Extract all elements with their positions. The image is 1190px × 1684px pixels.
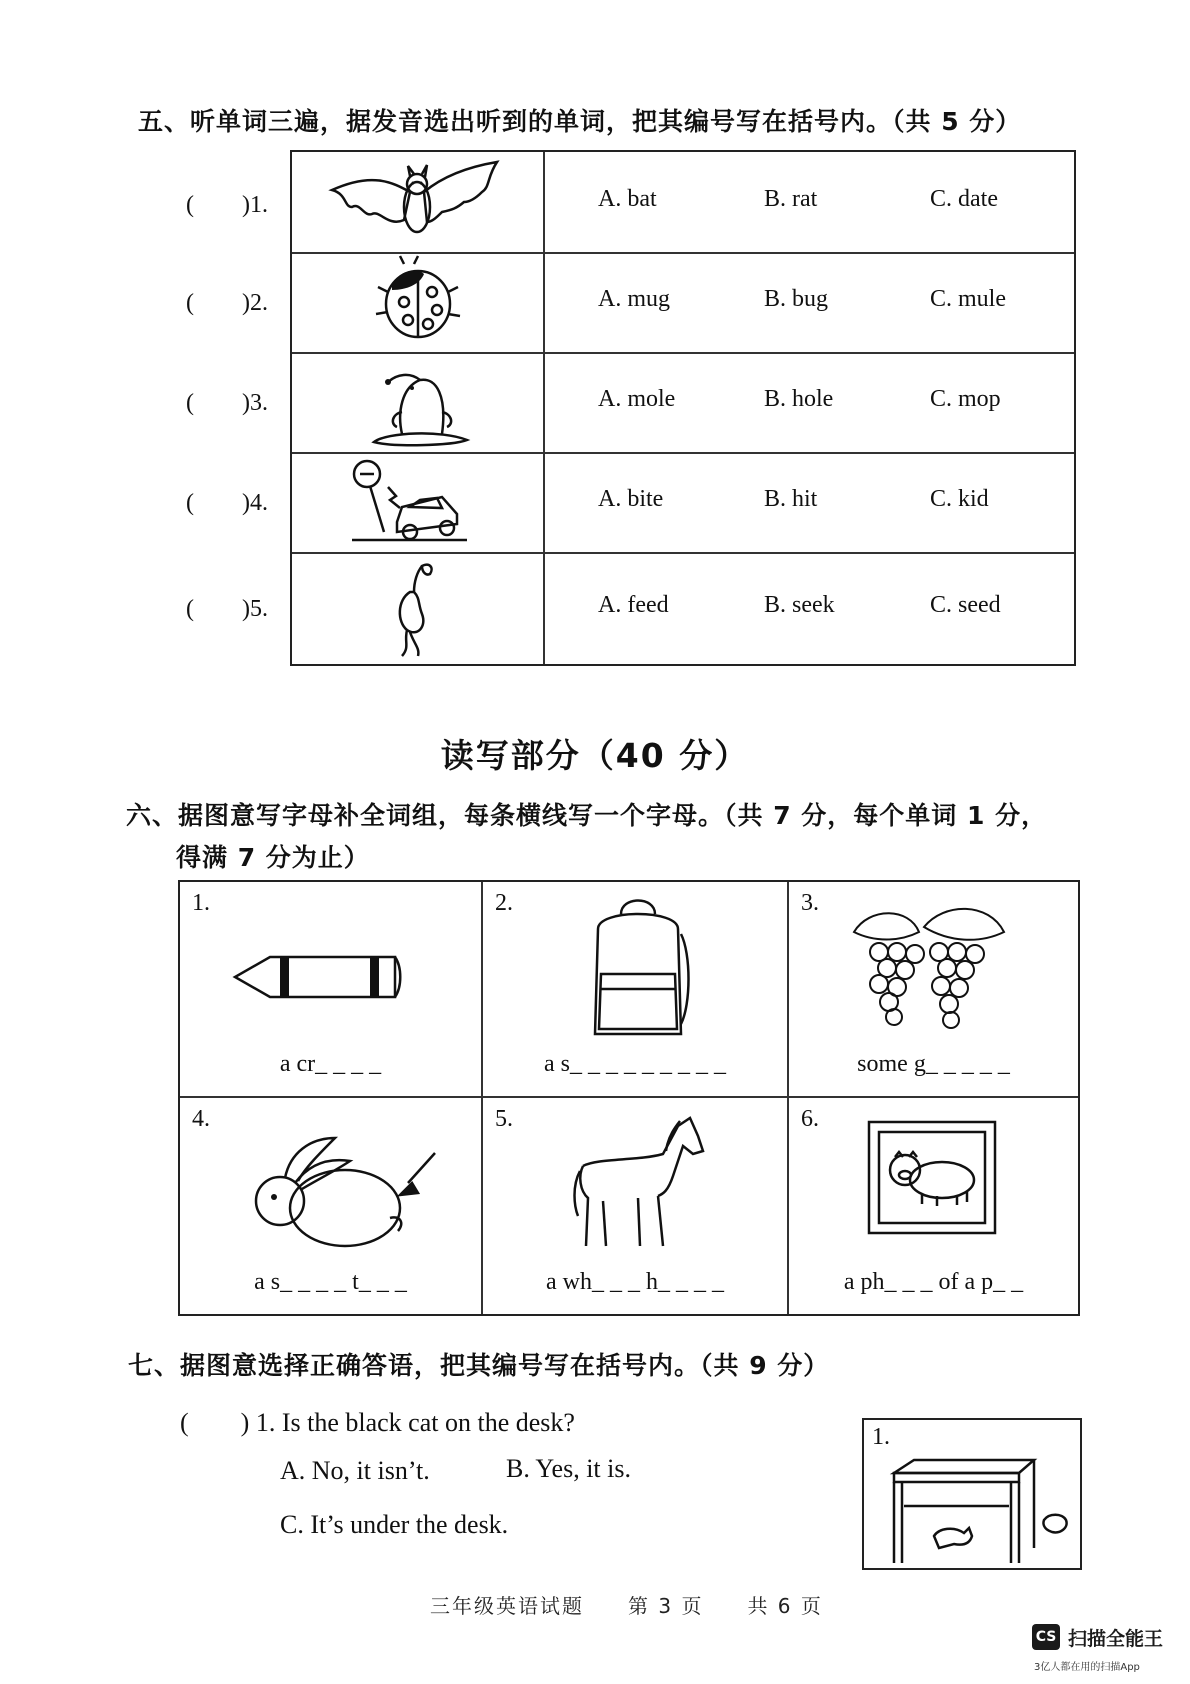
section5-row-2	[292, 252, 1074, 354]
cell-number: 4.	[192, 1106, 210, 1132]
picture-number: 1.	[872, 1424, 890, 1450]
section5-row-3	[292, 352, 1074, 454]
option-a: A. No, it isn’t.	[280, 1456, 430, 1485]
part-title: 读写部分（40 分）	[440, 736, 750, 775]
rabbit-icon	[240, 1123, 440, 1253]
question-number: ( )1.	[186, 192, 268, 218]
section5-title: 五、听单词三遍，据发音选出听到的单词，把其编号写在括号内。（共 5 分）	[138, 107, 1022, 136]
question-number: ( )3.	[186, 390, 268, 416]
grid-cell-3	[789, 882, 1078, 1098]
cell-caption: a s_ _ _ _ _ _ _ _ _	[544, 1051, 726, 1077]
option-b: B. seek	[764, 592, 835, 618]
question-number: ( )2.	[186, 290, 268, 316]
section5-row-5	[292, 552, 1074, 664]
option-a: A. bat	[598, 186, 657, 212]
grid-cell-5	[483, 1098, 789, 1314]
cell-number: 6.	[801, 1106, 819, 1132]
desk-icon	[884, 1458, 1079, 1568]
grid-cell-6	[789, 1098, 1078, 1314]
cell-number: 3.	[801, 890, 819, 916]
cell-number: 5.	[495, 1106, 513, 1132]
grapes-icon	[849, 902, 1019, 1042]
grid-cell-1	[180, 882, 483, 1098]
watermark-tagline: 3亿人都在用的扫描App	[1034, 1662, 1140, 1673]
section6-title-line2: 得满 7 分为止）	[176, 843, 370, 872]
watermark-brand: 扫描全能王	[1068, 1628, 1164, 1650]
option-c: C. mop	[930, 386, 1001, 412]
bat-icon	[292, 152, 545, 252]
option-b: B. Yes, it is.	[506, 1454, 631, 1483]
option-a: A. feed	[598, 592, 669, 618]
backpack-icon	[583, 894, 693, 1044]
grid-cell-2	[483, 882, 789, 1098]
section6-title-line1: 六、据图意写字母补全词组，每条横线写一个字母。（共 7 分，每个单词 1 分，	[126, 801, 1048, 830]
option-a: A. bite	[598, 486, 664, 512]
question-number: ( )5.	[186, 596, 268, 622]
cell-caption: a cr_ _ _ _	[279, 1051, 382, 1077]
option-b: B. rat	[764, 186, 818, 212]
camscanner-logo-icon: CS	[1032, 1624, 1060, 1650]
mole-icon	[292, 352, 545, 452]
section7-title: 七、据图意选择正确答语，把其编号写在括号内。（共 9 分）	[128, 1351, 830, 1380]
cell-caption: a ph_ _ _ of a p_ _	[843, 1269, 1024, 1295]
section5-row-1	[292, 152, 1074, 254]
option-a: A. mug	[598, 286, 670, 312]
option-a: A. mole	[598, 386, 676, 412]
ladybug-icon	[292, 252, 545, 352]
grid-cell-4	[180, 1098, 483, 1314]
option-c: C. mule	[930, 286, 1006, 312]
page-footer: 三年级英语试题 第 3 页 共 6 页	[430, 1594, 823, 1618]
crayon-icon	[230, 942, 410, 1012]
car-hit-sign-icon	[292, 452, 545, 552]
option-b: B. hit	[764, 486, 818, 512]
question-number: ( )4.	[186, 490, 268, 516]
cell-caption: some g_ _ _ _ _	[857, 1051, 1010, 1077]
question-1: ( ) 1. Is the black cat on the desk?	[180, 1408, 575, 1437]
section5-table	[290, 150, 1076, 666]
cell-caption: a wh_ _ _ h_ _ _ _	[546, 1269, 724, 1295]
option-c: C. date	[930, 186, 998, 212]
option-c: C. It’s under the desk.	[280, 1510, 509, 1539]
seed-sprout-icon	[292, 552, 545, 664]
option-c: C. kid	[930, 486, 989, 512]
desk-cat-picture	[862, 1418, 1082, 1570]
cell-number: 1.	[192, 890, 210, 916]
option-c: C. seed	[930, 592, 1001, 618]
section6-grid	[178, 880, 1080, 1316]
pig-picture-icon	[867, 1120, 997, 1235]
section5-row-4	[292, 452, 1074, 554]
cell-number: 2.	[495, 890, 513, 916]
option-b: B. bug	[764, 286, 829, 312]
horse-icon	[568, 1106, 708, 1256]
option-b: B. hole	[764, 386, 834, 412]
cell-caption: a s_ _ _ _ t_ _ _	[254, 1269, 407, 1295]
camscanner-watermark	[1032, 1624, 1182, 1674]
